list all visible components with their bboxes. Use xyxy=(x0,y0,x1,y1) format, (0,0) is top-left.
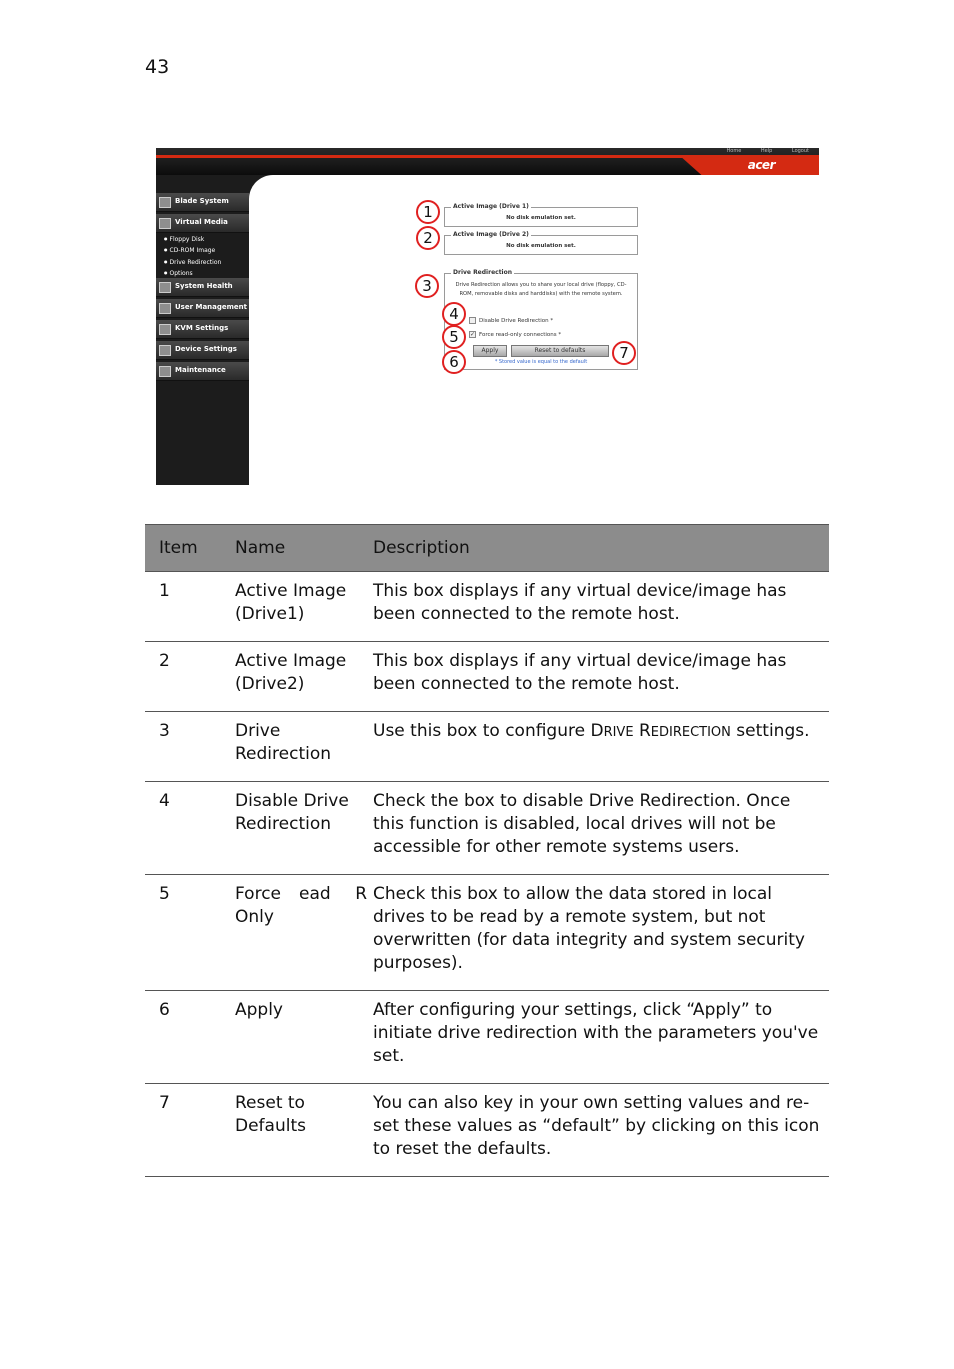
row-name: Active Image (Drive1) xyxy=(221,572,359,642)
sidebar-item-device-settings[interactable] xyxy=(156,341,249,360)
callout-1: 1 xyxy=(416,200,440,224)
row-item: 7 xyxy=(145,1084,221,1177)
name-part: ead xyxy=(299,884,331,904)
small-caps-rest: EDIRECTION xyxy=(650,725,731,740)
kvm-settings-icon xyxy=(159,324,171,335)
drive2-legend: Active Image (Drive 2) xyxy=(453,231,529,238)
sidebar-item-virtual-media[interactable] xyxy=(156,214,249,233)
callout-7: 7 xyxy=(612,341,636,365)
row-description xyxy=(359,712,829,782)
row-name: Active Image (Drive2) xyxy=(221,642,359,712)
system-health-icon xyxy=(159,282,171,293)
drive1-legend: Active Image (Drive 1) xyxy=(453,203,529,210)
sidebar-item-blade-system[interactable] xyxy=(156,193,249,212)
row-item: 6 xyxy=(145,991,221,1084)
callout-5: 5 xyxy=(442,325,466,349)
submenu-item-drive-redirection[interactable]: ● Drive Redirection xyxy=(164,257,221,268)
table-row xyxy=(145,572,829,642)
submenu-item-options[interactable]: ● Options xyxy=(164,268,221,279)
sidebar-item-label: Virtual Media xyxy=(175,218,228,226)
callout-6: 6 xyxy=(442,350,466,374)
name-part: Force xyxy=(235,884,281,904)
row-description: You can also key in your own setting values and re-set these values as “default” by clicking on this icon to reset the defaults. xyxy=(359,1084,829,1177)
acer-logo: acer xyxy=(747,158,775,172)
device-settings-icon xyxy=(159,345,171,356)
redirection-legend: Drive Redirection xyxy=(453,269,513,276)
sidebar-item-user-management[interactable] xyxy=(156,299,249,318)
help-link[interactable]: Help xyxy=(760,148,773,154)
web-interface-screenshot xyxy=(156,148,819,485)
callout-3: 3 xyxy=(415,274,439,298)
drive1-status: No disk emulation set. xyxy=(506,215,576,221)
row-item: 1 xyxy=(145,572,221,642)
disable-redirection-label: Disable Drive Redirection xyxy=(479,318,549,324)
desc-text: Use this box to configure xyxy=(373,721,591,741)
row-description: This box displays if any virtual device/image has been connected to the remote host. xyxy=(359,572,829,642)
home-link[interactable]: Home xyxy=(726,148,742,154)
sidebar-item-label: Blade System xyxy=(175,197,229,205)
active-image-drive2-box xyxy=(444,231,638,255)
blade-system-icon xyxy=(159,197,171,208)
row-name: Drive Redirection xyxy=(221,712,359,782)
callout-2: 2 xyxy=(416,226,440,250)
name-part: R xyxy=(355,884,367,904)
table-row xyxy=(145,642,829,712)
reset-to-defaults-button[interactable]: Reset to defaults xyxy=(511,345,609,357)
sidebar-item-label: Maintenance xyxy=(175,366,226,374)
row-name: Reset to Defaults xyxy=(221,1084,359,1177)
sidebar-item-system-health[interactable] xyxy=(156,278,249,297)
table-row xyxy=(145,1084,829,1177)
table-row xyxy=(145,875,829,991)
page-number: 43 xyxy=(145,56,170,78)
row-item: 5 xyxy=(145,875,221,991)
small-caps-rest: RIVE xyxy=(603,725,634,740)
default-value-note: * Stored value is equal to the default xyxy=(494,359,588,365)
table-header-row xyxy=(145,525,829,572)
header-name: Name xyxy=(221,525,359,572)
top-bar xyxy=(156,148,819,175)
small-caps-initial: D xyxy=(590,721,604,741)
sidebar-item-label: KVM Settings xyxy=(175,324,229,332)
row-description: Check this box to allow the data stored in local drives to be read by a remote system, but not overwritten (for data integrity and system security purposes). xyxy=(359,875,829,991)
callout-4: 4 xyxy=(442,302,466,326)
row-item: 4 xyxy=(145,782,221,875)
header-item: Item xyxy=(145,525,221,572)
sidebar-item-kvm-settings[interactable] xyxy=(156,320,249,339)
desc-text: settings. xyxy=(730,721,810,741)
virtual-media-icon xyxy=(159,218,171,229)
name-part: Only xyxy=(235,907,274,927)
table-row xyxy=(145,782,829,875)
row-item: 2 xyxy=(145,642,221,712)
disable-redirection-checkbox[interactable] xyxy=(469,317,476,324)
force-readonly-row: ✓ Force read-only connections * xyxy=(470,331,562,338)
row-item: 3 xyxy=(145,712,221,782)
row-name: Disable Drive Redirection xyxy=(221,782,359,875)
sidebar-item-maintenance[interactable] xyxy=(156,362,249,381)
table-row xyxy=(145,991,829,1084)
row-name xyxy=(221,875,367,991)
table-row xyxy=(145,712,829,782)
apply-button[interactable]: Apply xyxy=(473,345,507,357)
user-management-icon xyxy=(159,303,171,314)
top-stripe xyxy=(156,155,696,158)
header-description: Description xyxy=(359,525,829,572)
sidebar-item-label: System Health xyxy=(175,282,233,290)
small-caps-initial: R xyxy=(633,721,651,741)
force-readonly-label: Force read-only connections xyxy=(479,332,557,338)
row-description: After configuring your settings, click “Apply” to initiate drive redirection with the parameters you've set. xyxy=(359,991,829,1084)
row-description: This box displays if any virtual device/image has been connected to the remote host. xyxy=(359,642,829,712)
sidebar-item-label: Device Settings xyxy=(175,345,237,353)
row-name: Apply xyxy=(221,991,359,1084)
active-image-drive1-box xyxy=(444,203,638,227)
virtual-media-submenu xyxy=(164,234,221,280)
top-links xyxy=(709,148,809,154)
logout-link[interactable]: Logout xyxy=(791,148,809,154)
disable-redirection-row: Disable Drive Redirection * xyxy=(469,317,553,324)
row-description: Check the box to disable Drive Redirection. Once this function is disabled, local drives will not be accessible for other remote systems users. xyxy=(359,782,829,875)
sidebar-item-label: User Management xyxy=(175,303,248,311)
force-readonly-checkbox[interactable]: ✓ xyxy=(470,331,476,338)
maintenance-icon xyxy=(159,366,171,377)
submenu-item-floppy-disk[interactable]: ● Floppy Disk xyxy=(164,234,221,245)
submenu-item-cd-rom-image[interactable]: ● CD-ROM Image xyxy=(164,245,221,256)
description-table xyxy=(145,524,829,1177)
drive-redirection-box xyxy=(444,269,638,370)
redirection-description: Drive Redirection allows you to share your local drive (floppy, CD-ROM, removable disks and harddisks) with the remote system. xyxy=(455,282,627,297)
drive2-status: No disk emulation set. xyxy=(506,243,576,249)
